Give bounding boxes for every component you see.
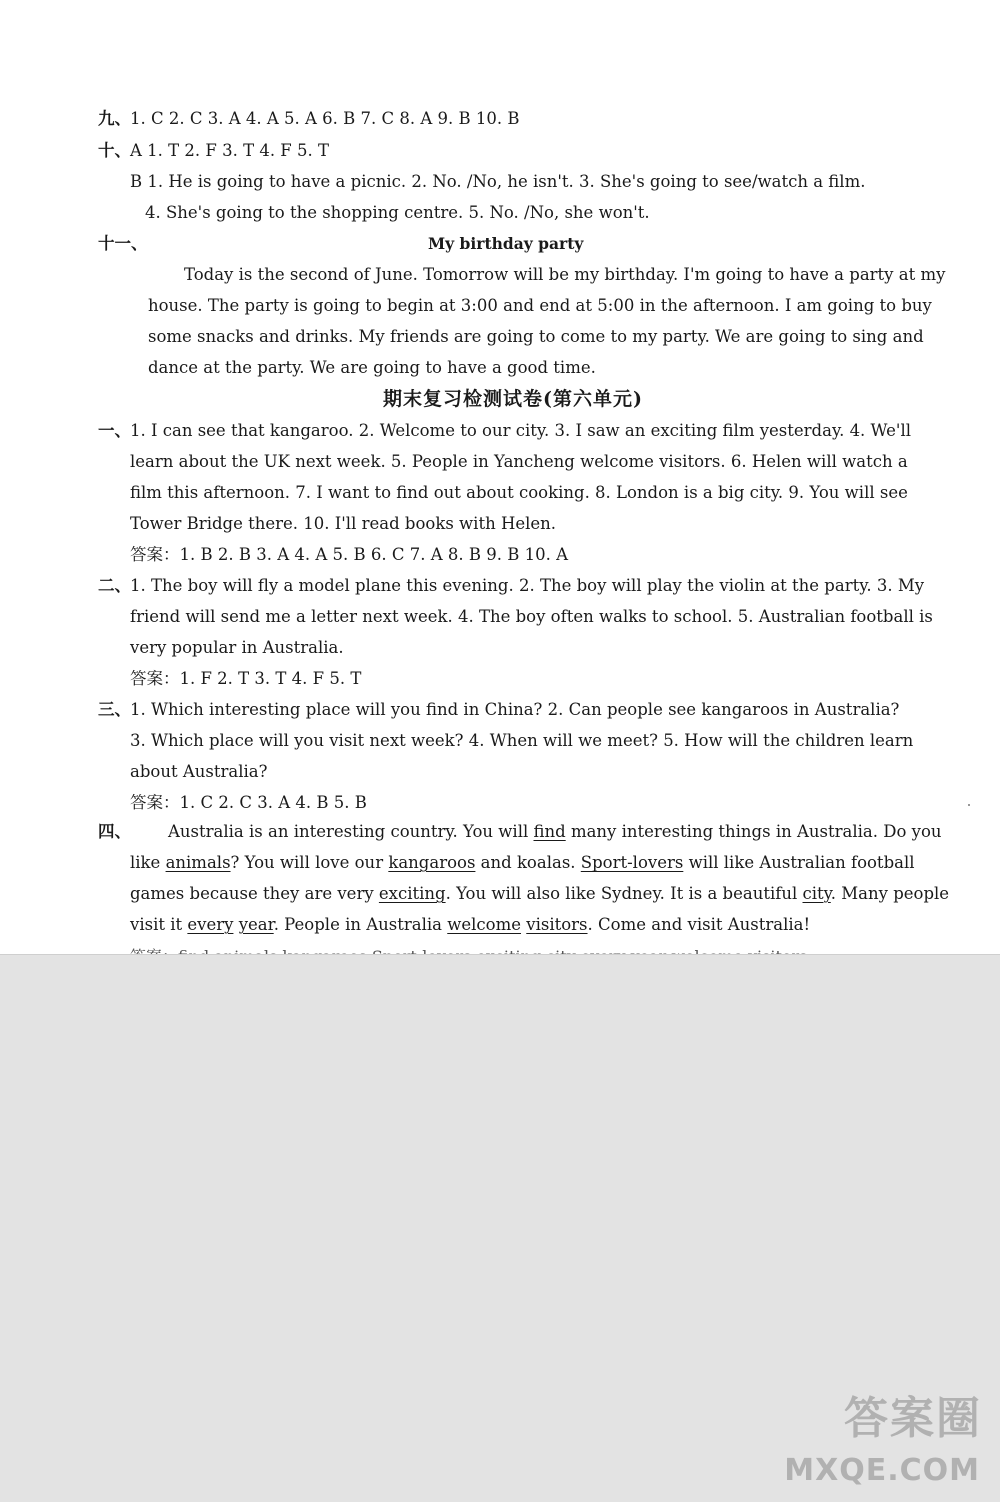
q4-underlined-word: find [533,822,566,841]
q4-text: like [130,853,166,872]
q4-line-4 [130,914,810,936]
essay-title: My birthday party [428,234,584,253]
q3-label: 三、 [98,700,131,719]
essay-line-1: Today is the second of June. Tomorrow will be my birthday. I'm going to have a party at my [184,265,946,284]
q1-label: 一、 [98,421,131,440]
section-9-answers: 1. C 2. C 3. A 4. A 5. A 6. B 7. C 8. A 9. B 10. B [130,109,520,128]
watermark-logo [784,1386,996,1496]
q4-label: 四、 [98,822,131,841]
empty-gray-area [0,955,1000,1502]
q4-text: visit it [130,915,188,934]
q4-text: . You will also like Sydney. It is a beautiful [445,884,803,903]
section-10-b-line2: 4. She's going to the shopping centre. 5. No. /No, she won't. [145,203,650,222]
section-10-label: 十、 [98,141,131,160]
q4-text: games because they are very [130,884,379,903]
q3-line-2: 3. Which place will you visit next week? 4. When will we meet? 5. How will the children learn [130,731,914,750]
q4-underlined-word: animals [165,853,231,872]
stray-dot [968,804,970,806]
q1-answer: 答案：1. B 2. B 3. A 4. A 5. B 6. C 7. A 8. B 9. B 10. A [130,545,568,564]
section-10-b-line1: B 1. He is going to have a picnic. 2. No. /No, he isn't. 3. She's going to see/watch a film. [130,172,866,191]
q4-line-1 [168,821,942,843]
q4-text: . Many people [830,884,950,903]
q4-text: will like Australian football [683,853,915,872]
q4-underlined-word: welcome [447,915,522,934]
q2-answer: 答案：1. F 2. T 3. T 4. F 5. T [130,669,362,688]
q3-answer: 答案：1. C 2. C 3. A 4. B 5. B [130,793,367,812]
unit-title: 期末复习检测试卷(第六单元) [383,388,643,410]
q3-line-1: 1. Which interesting place will you find in China? 2. Can people see kangaroos in Australia? [130,700,900,719]
q4-line-2 [130,852,915,874]
q1-line-4: Tower Bridge there. 10. I'll read books with Helen. [130,514,557,533]
essay-line-3: some snacks and drinks. My friends are going to come to my party. We are going to sing and [148,327,924,346]
q4-line-3 [130,883,949,905]
q1-line-1: 1. I can see that kangaroo. 2. Welcome to our city. 3. I saw an exciting film yesterday. 4. We'll [130,421,912,440]
q2-line-3: very popular in Australia. [130,638,344,657]
q4-underlined-word: visitors [526,915,588,934]
q4-underlined-word: every [187,915,234,934]
essay-line-4: dance at the party. We are going to have a good time. [148,358,596,377]
q4-underlined-word: kangaroos [388,853,476,872]
watermark-url: MXQE.COM [784,1453,980,1488]
q4-underlined-word: city [802,884,831,903]
q1-line-3: film this afternoon. 7. I want to find out about cooking. 8. London is a big city. 9. You will see [130,483,908,502]
q4-text: . People in Australia [273,915,448,934]
q4-text: . Come and visit Australia! [587,915,811,934]
q1-line-2: learn about the UK next week. 5. People in Yancheng welcome visitors. 6. Helen will watch a [130,452,908,471]
q4-text: Australia is an interesting country. You will [168,822,534,841]
section-11-label: 十一、 [98,234,148,253]
q4-text: many interesting things in Australia. Do you [565,822,942,841]
section-10-a-answers: A 1. T 2. F 3. T 4. F 5. T [130,141,329,160]
essay-line-2: house. The party is going to begin at 3:00 and end at 5:00 in the afternoon. I am going to buy [148,296,932,315]
q4-text: and koalas. [475,853,581,872]
q2-label: 二、 [98,576,131,595]
section-9-label: 九、 [98,109,131,128]
q4-underlined-word: exciting [378,884,446,903]
watermark-text: 答案圈 [844,1393,982,1444]
q4-text: ? You will love our [230,853,389,872]
q2-line-1: 1. The boy will fly a model plane this evening. 2. The boy will play the violin at the party. 3. My [130,576,925,595]
q3-line-3: about Australia? [130,762,268,781]
q4-underlined-word: Sport-lovers [580,853,684,872]
q4-underlined-word: year [238,915,274,934]
q2-line-2: friend will send me a letter next week. 4. The boy often walks to school. 5. Australian football is [130,607,933,626]
